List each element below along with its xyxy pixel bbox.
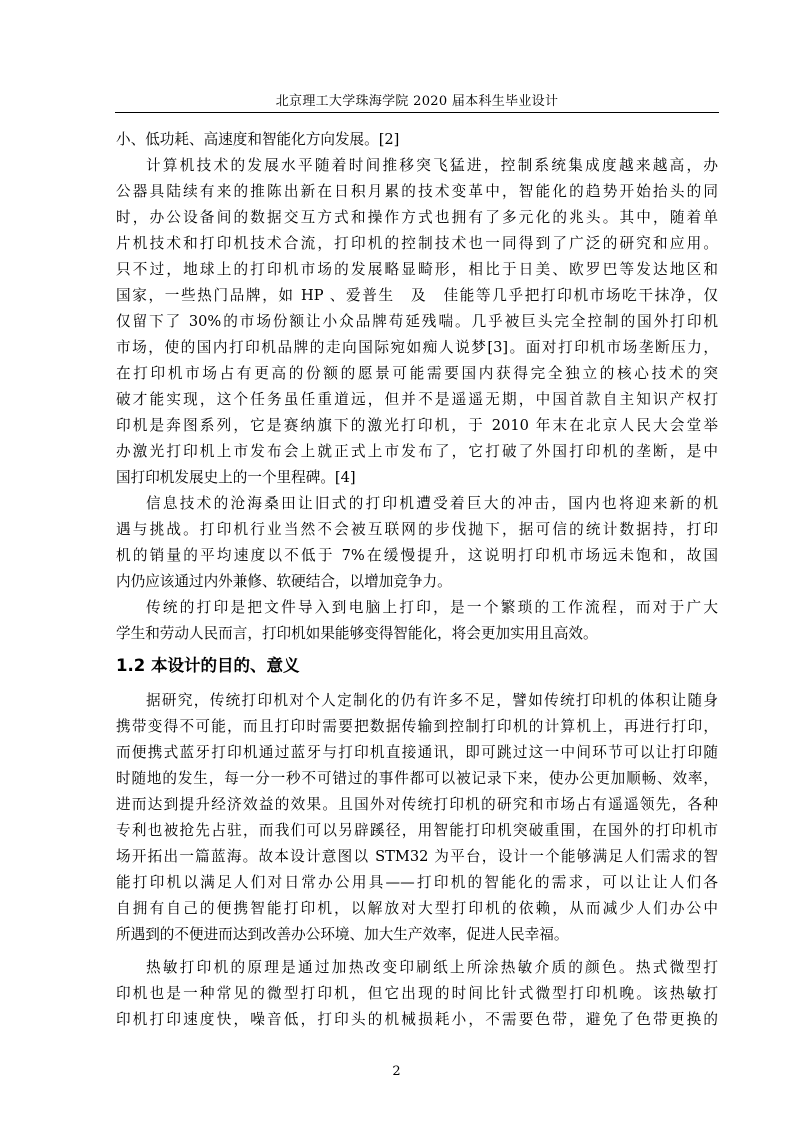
paragraph-line: 时，办公设备间的数据交互方式和操作方式也拥有了多元化的兆头。其中，随着单 (116, 209, 718, 226)
paragraph-line: 传统的打印是把文件导入到电脑上打印，是一个繁琐的工作流程，而对于广大 (146, 599, 718, 616)
paragraph-line: 印机是奔图系列，它是赛纳旗下的激光打印机，于 2010 年末在北京人民大会堂举 (116, 417, 718, 434)
paragraph-line: 国打印机发展史上的一个里程碑。[4] (116, 469, 356, 486)
paragraph-line: 而便携式蓝牙打印机通过蓝牙与打印机直接通讯，即可跳过这一中间环节可以让打印随 (116, 744, 718, 761)
paragraph-line: 所遇到的不便进而达到改善办公环境、加大生产效率，促进人民幸福。 (116, 926, 569, 943)
paragraph-line: 专利也被抢先占驻，而我们可以另辟蹊径，用智能打印机突破重围，在国外的打印机市 (116, 822, 718, 839)
paragraph-line: 机的销量的平均速度以不低于 7%在缓慢提升，这说明打印机市场远未饱和，故国 (116, 547, 718, 564)
paragraph-line: 国家，一些热门品牌，如 HP 、爱普生 及 佳能等几乎把打印机市场吃干抹净，仅 (116, 287, 718, 304)
paragraph-line: 热敏打印机的原理是通过加热改变印刷纸上所涂热敏介质的颜色。热式微型打 (146, 959, 718, 976)
paragraph-line: 据研究，传统打印机对个人定制化的仍有许多不足，譬如传统打印机的体积让随身 (146, 692, 718, 709)
page-number: 2 (392, 1064, 401, 1079)
paragraph-line: 进而达到提升经济效益的效果。且国外对传统打印机的研究和市场占有遥遥领先，各种 (116, 796, 718, 813)
paragraph-line: 仅留下了 30%的市场份额让小众品牌苟延残喘。几乎被巨头完全控制的国外打印机 (116, 313, 718, 330)
paragraph-line: 小、低功耗、高速度和智能化方向发展。[2] (116, 131, 400, 148)
paragraph-line: 遇与挑战。打印机行业当然不会被互联网的步伐抛下，据可信的统计数据持，打印 (116, 521, 718, 538)
paragraph-line: 印机打印速度快，噪音低，打印头的机械损耗小，不需要色带，避免了色带更换的 (116, 1011, 718, 1028)
paragraph-line: 市场，使的国内打印机品牌的走向国际宛如痴人说梦[3]。面对打印机市场垄断压力， (116, 339, 718, 356)
paragraph-line: 时随地的发生，每一分一秒不可错过的事件都可以被记录下来，使办公更加顺畅、效率， (116, 770, 718, 787)
paragraph-line: 办激光打印机上市发布会上就正式上市发布了，它打破了外国打印机的垄断，是中 (116, 443, 718, 460)
header-rule (115, 112, 719, 113)
paragraph-line: 片机技术和打印机技术合流，打印机的控制技术也一同得到了广泛的研究和应用。 (116, 235, 718, 252)
section-heading: 1.2 本设计的目的、意义 (116, 656, 300, 675)
paragraph-line: 内仍应该通过内外兼修、软硬结合，以增加竞争力。 (116, 573, 452, 590)
paragraph-line: 破才能实现，这个任务虽任重道远，但并不是遥遥无期，中国首款自主知识产权打 (116, 391, 718, 408)
paragraph-line: 公器具陆续有来的推陈出新在日积月累的技术变革中，智能化的趋势开始抬头的同 (116, 183, 718, 200)
paragraph-line: 印机也是一种常见的微型打印机，但它出现的时间比针式微型打印机晚。该热敏打 (116, 985, 718, 1002)
paragraph-line: 自拥有自己的便携智能打印机，以解放对大型打印机的依赖，从而减少人们办公中 (116, 900, 718, 917)
paragraph-line: 在打印机市场占有更高的份额的愿景可能需要国内获得完全独立的核心技术的突 (116, 365, 718, 382)
paragraph-line: 信息技术的沧海桑田让旧式的打印机遭受着巨大的冲击，国内也将迎来新的机 (146, 495, 718, 512)
paragraph-line: 计算机技术的发展水平随着时间推移突飞猛进，控制系统集成度越来越高，办 (146, 157, 718, 174)
running-header: 北京理工大学珠海学院 2020 届本科生毕业设计 (275, 94, 559, 109)
paragraph-line: 只不过，地球上的打印机市场的发展略显畸形，相比于日美、欧罗巴等发达地区和 (116, 261, 718, 278)
paragraph-line: 携带变得不可能，而且打印时需要把数据传输到控制打印机的计算机上，再进行打印， (116, 718, 718, 735)
paragraph-line: 学生和劳动人民而言，打印机如果能够变得智能化，将会更加实用且高效。 (116, 625, 598, 642)
paragraph-line: 场开拓出一篇蓝海。故本设计意图以 STM32 为平台，设计一个能够满足人们需求的智 (116, 848, 718, 865)
paragraph-line: 能打印机以满足人们对日常办公用具——打印机的智能化的需求，可以让让人们各 (116, 874, 718, 891)
